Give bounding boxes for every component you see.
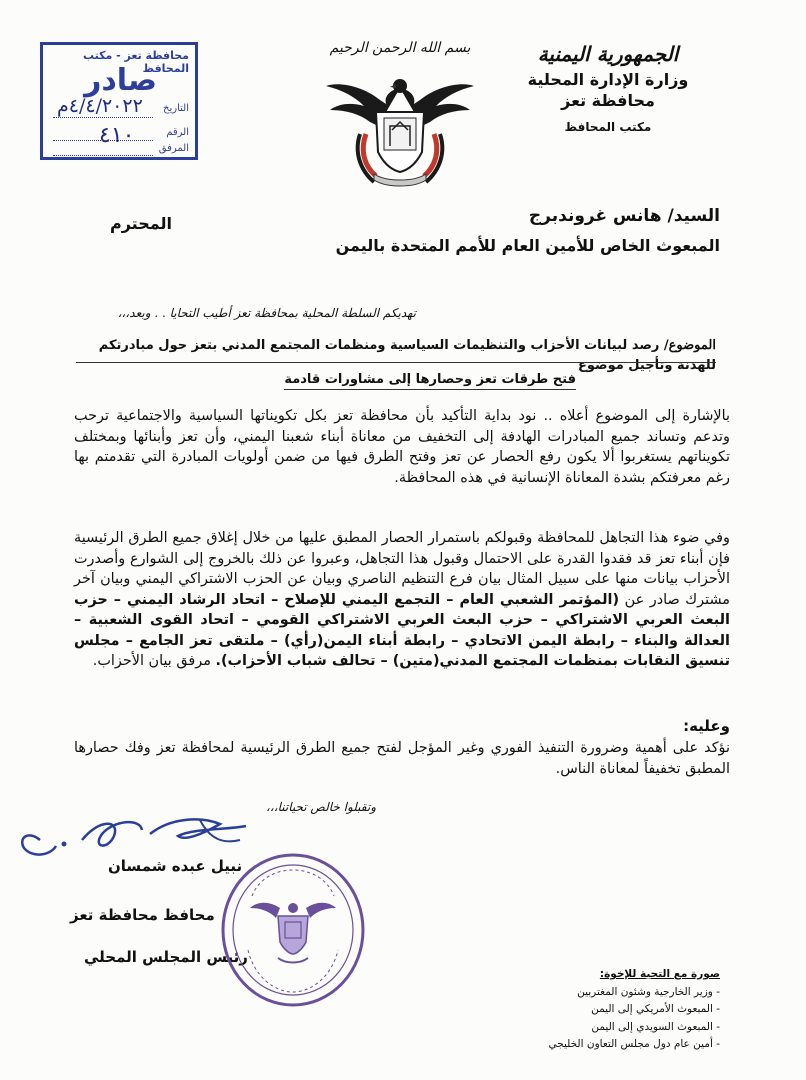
stamp-date-value: ٤/٤/٢٠٢٢م: [57, 95, 143, 117]
paragraph-1: بالإشارة إلى الموضوع أعلاه .. نود بداية التأكيد بأن محافظة تعز بكل تكويناتها السياسية والاجتماعية ترحب وتدعم وتساند جميع المبادرات الهادفة إلى التخفيف من معاناة أبناء شعبنا اليمني، وأن تعز وأبنائها وبمختلف تكويناتهم يستغربوا ألا يكون رفع الحصار عن تعز وفتح الطرق فيها من ضمن أولويات المبادرة التي تقدمتم بها رغم معرفتكم بشدة المعاناة الإنسانية في هذه المحافظة.: [74, 408, 730, 486]
ministry-title: وزارة الإدارة المحلية: [527, 70, 689, 89]
stamp-attachment-label: المرفق: [158, 143, 189, 154]
eagle-emblem-icon: [320, 60, 480, 190]
cc-item: - وزير الخارجية وشئون المغتربين: [577, 985, 720, 998]
stamp-date-label: التاريخ: [163, 103, 189, 114]
paragraph-3: نؤكد على أهمية وضرورة التنفيذ الفوري وغير المؤجل لفتح جميع الطرق الرئيسية لمحافظة تعز وفك حصارها المطبق تخفيفاً لمعاناة الناس.: [74, 740, 730, 777]
addressee-block: [80, 206, 720, 255]
stamp-status: صادر: [84, 63, 157, 98]
signatory-title-governor: محافظ محافظة تعز: [70, 906, 215, 924]
cc-item: - المبعوث السويدي إلى اليمن: [591, 1020, 720, 1033]
emblem: [300, 40, 500, 190]
stamp-date-line: [53, 117, 153, 118]
cc-heading: صورة مع التحية للإخوة:: [599, 968, 720, 980]
governorate-title: محافظة تعز: [561, 91, 655, 110]
official-seal: [218, 850, 368, 1010]
paragraph-2-tail: مرفق بيان الأحزاب.: [92, 653, 216, 669]
signatory-name: نبيل عبده شمسان: [108, 857, 243, 875]
stamp-number-line: [53, 140, 153, 141]
registry-stamp: [40, 42, 198, 160]
greeting: تهديكم السلطة المحلية بمحافظة تعز أطيب التحايا . . وبعد،،،: [117, 306, 416, 320]
stamp-number-label: الرقم: [166, 127, 189, 138]
office-title: مكتب المحافظ: [564, 120, 652, 134]
addressee-name: السيد/ هانس غروندبرج: [528, 206, 720, 226]
paragraph-2-text: وفي ضوء هذا التجاهل للمحافظة وقبولكم باستمرار الحصار المطبق عليها من خلال إغلاق جميع الطرق الرئيسية فإن أبناء تعز قد فقدوا القدرة على الاحتمال وقبول هذا التجاهل، وعبروا عن ذلك بالخروج إلى الشوارع وأصدرت الأحزاب بيانات منها على سبيل المثال بيان فرع التنظيم الناصري وبيان عن الحزب الاشتراكي اليمني وبيان آخر مشترك صادر عن: [74, 530, 730, 608]
addressee-role: المبعوث الخاص للأمين العام للأمم المتحدة باليمن: [335, 236, 720, 255]
basmala: بسم الله الرحمن الرحيم: [329, 40, 471, 56]
subject-line-1: [76, 336, 716, 376]
closing-line: وتقبلوا خالص تحياتنا،،،: [266, 800, 376, 814]
cc-list: [484, 966, 720, 1054]
paragraph-2: [74, 528, 730, 672]
subject-text-1: رصد لبيانات الأحزاب والتنظيمات السياسية ومنظمات المجتمع المدني بتعز حول مبادرتكم للهدنة وتأجيل موضوع: [98, 338, 716, 373]
letterhead: [498, 42, 718, 134]
stamp-office: محافظة تعز - مكتب المحافظ: [82, 49, 189, 75]
republic-title: الجمهورية اليمنية: [537, 42, 679, 66]
wa-alayh-heading: وعليه:: [683, 717, 730, 735]
parties-list: (المؤتمر الشعبي العام – التجمع اليمني للإصلاح – اتحاد الرشاد اليمني – حزب البعث العربي الاشتراكي – حزب البعث العربي الاشتراكي القومي – اتحاد القوى الشعبية – العدالة والبناء – رابطة اليمن الاتحادي – رابطة أبناء اليمن(رأي) – ملتقى تعز الجامع – مجلس تنسيق النقابات بمنظمات المجتمع المدني(متين) – تحالف شباب الأحزاب).: [74, 591, 730, 669]
stamp-number-value: ٤١٠: [99, 123, 135, 148]
subject-lead: الموضوع/: [663, 338, 716, 353]
cc-item: - المبعوث الأمريكي إلى اليمن: [591, 1003, 720, 1015]
subject-line-2: فتح طرقات تعز وحصارها إلى مشاورات قادمة: [284, 372, 576, 390]
cc-item: - أمين عام دول مجلس التعاون الخليجي: [548, 1038, 720, 1050]
stamp-attachment-line: [53, 155, 153, 156]
subject-underline: [76, 362, 716, 363]
signatory-title-council: رئيس المجلس المحلي: [84, 948, 248, 966]
respected-label: المحترم: [110, 214, 172, 233]
